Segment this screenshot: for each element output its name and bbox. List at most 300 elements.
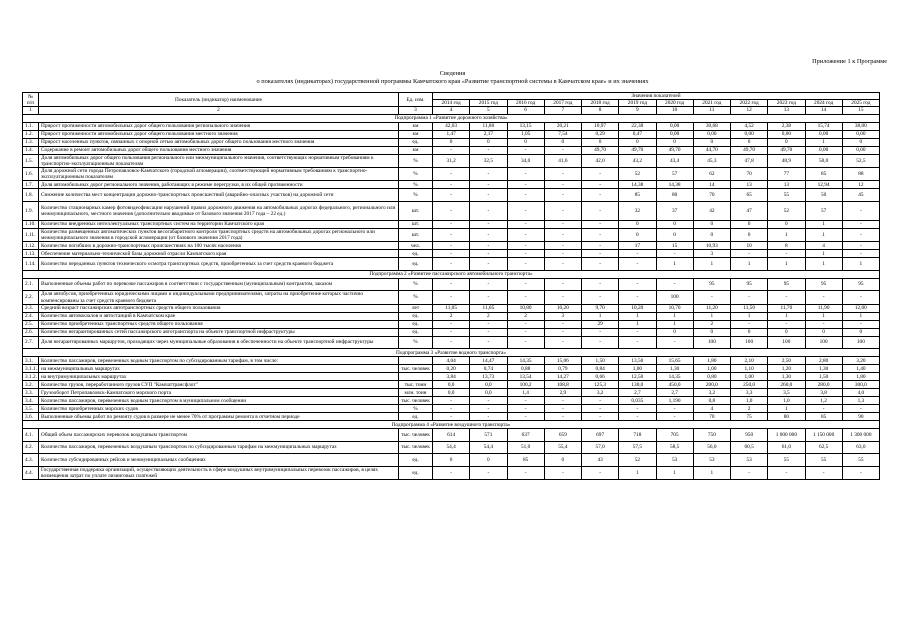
value-cell: 450,0 (656, 381, 693, 389)
value-cell: - (619, 405, 656, 413)
value-cell: 659 (544, 429, 581, 442)
row-number: 1.14. (23, 258, 39, 271)
value-cell: 0 (656, 328, 693, 336)
value-cell: - (507, 189, 544, 202)
document-subtitle: о показателях (индикаторах) государственной программы Камчатского края «Развитие транспортной системы в Камчатском крае» и их значениях (256, 78, 649, 85)
value-cell: 11,80 (470, 122, 507, 130)
value-cell: - (582, 201, 619, 220)
indicator-name: Количество субсидированных рейсов и межмуниципальных сообщениях (39, 454, 399, 467)
value-cell: 0 (619, 220, 656, 228)
value-cell: 0,84 (582, 365, 619, 373)
header-year: 2023 год (768, 100, 805, 107)
value-cell: - (544, 146, 581, 154)
value-cell: 1,00 (731, 373, 768, 381)
indicator-name: Доля дорожной сети города Петропавловск-Камчатского (городской агломерации), соответствующей нормативным требованиям к транспортно-эксплуатационным показателям (39, 168, 399, 181)
value-cell: 697 (582, 429, 619, 442)
value-cell: 12 (842, 181, 879, 189)
value-cell: 3,2 (693, 389, 730, 397)
value-cell: - (470, 320, 507, 328)
value-cell: 13 (731, 181, 768, 189)
value-cell: 3,2 (582, 389, 619, 397)
value-cell: - (842, 320, 879, 328)
indicator-name: Количество внедренных интеллектуальных транспортных систем на территории Камчатского края (39, 220, 399, 228)
value-cell: 13 (768, 181, 805, 189)
value-cell: 1,2 (805, 397, 842, 405)
unit-cell: шт. (399, 201, 433, 220)
value-cell: - (656, 413, 693, 421)
value-cell: - (470, 189, 507, 202)
value-cell: 58,5 (656, 441, 693, 454)
value-cell: 3,5 (768, 389, 805, 397)
value-cell: - (433, 201, 470, 220)
row-number: 4.1. (23, 429, 39, 442)
table-row (23, 381, 880, 389)
value-cell: 0 (693, 220, 730, 228)
document-title: Сведения (439, 70, 466, 77)
value-cell: 0,00 (693, 130, 730, 138)
value-cell: 0 (544, 138, 581, 146)
unit-cell: шт. (399, 228, 433, 241)
value-cell: - (656, 250, 693, 258)
value-cell: - (582, 181, 619, 189)
value-cell: 43,2 (619, 154, 656, 167)
value-cell: - (433, 413, 470, 421)
value-cell: 0 (656, 138, 693, 146)
row-number: 1.8. (23, 189, 39, 202)
value-cell: 75 (731, 413, 768, 421)
value-cell: 0,00 (656, 130, 693, 138)
value-cell: 11,50 (731, 304, 768, 312)
value-cell: 90 (842, 413, 879, 421)
value-cell: 85 (507, 454, 544, 467)
indicator-name: Снижение количества мест концентрации дорожно-транспортных происшествий (аварийно-опасных участков) на дорожной сети (39, 189, 399, 202)
value-cell: 56,0 (693, 441, 730, 454)
indicator-name: на внутримуниципальных маршрутах (39, 373, 399, 381)
indicator-name: Количество приобретенных морских судов (39, 405, 399, 413)
value-cell: 32 (619, 201, 656, 220)
value-cell: 42 (693, 201, 730, 220)
value-cell: 8 (768, 242, 805, 250)
value-cell: 1,20 (768, 365, 805, 373)
table-row (23, 304, 880, 312)
value-cell: 13,73 (470, 373, 507, 381)
table-row (23, 413, 880, 421)
value-cell: 1 (656, 466, 693, 479)
value-cell: 95 (805, 278, 842, 291)
value-cell: 62 (693, 168, 730, 181)
indicator-name: на межмуниципальных маршрутах (39, 365, 399, 373)
column-number: 7 (544, 107, 581, 114)
header-year: 2018 год (582, 100, 619, 107)
indicator-name: Обеспечение материально-технической базы дорожной отрасли Камчатского края (39, 250, 399, 258)
value-cell: 0,00 (656, 122, 693, 130)
value-cell: 11,05 (433, 304, 470, 312)
value-cell: 950 (731, 429, 768, 442)
value-cell: 0 (731, 328, 768, 336)
table-row (23, 312, 880, 320)
value-cell: 637 (507, 429, 544, 442)
value-cell: - (507, 466, 544, 479)
value-cell: 15,74 (805, 122, 842, 130)
value-cell: - (582, 291, 619, 304)
value-cell: 12,50 (619, 373, 656, 381)
value-cell: 14,38 (656, 181, 693, 189)
indicator-name: Содержание в ремонт автомобильных дорог общего пользования местного значения (39, 146, 399, 154)
value-cell: 1,10 (731, 365, 768, 373)
value-cell: 0,00 (842, 146, 879, 154)
value-cell: 1 (768, 228, 805, 241)
value-cell: 42,03 (433, 122, 470, 130)
table-row (23, 454, 880, 467)
value-cell: - (507, 320, 544, 328)
value-cell: 100 (805, 336, 842, 349)
value-cell: - (544, 278, 581, 291)
value-cell: - (507, 397, 544, 405)
row-number: 4.2. (23, 441, 39, 454)
value-cell: 12,94 (805, 181, 842, 189)
value-cell: - (656, 278, 693, 291)
indicator-name: Средний возраст пассажирских автотранспортных средств общего пользования (39, 304, 399, 312)
value-cell: 7,54 (544, 130, 581, 138)
value-cell: - (507, 328, 544, 336)
value-cell: - (582, 228, 619, 241)
value-cell: 0 (470, 454, 507, 467)
value-cell: 0 (842, 328, 879, 336)
value-cell: - (470, 336, 507, 349)
value-cell: 49,70 (731, 146, 768, 154)
value-cell: 2,50 (768, 357, 805, 365)
value-cell: 0,8 (693, 397, 730, 405)
table-row (23, 220, 880, 228)
unit-cell: млн. тонн (399, 389, 433, 397)
value-cell: - (805, 405, 842, 413)
value-cell: 41,6 (544, 154, 581, 167)
value-cell: 3,3 (731, 389, 768, 397)
row-number: 3.1.1. (23, 365, 39, 373)
column-number: 5 (470, 107, 507, 114)
column-number: 2 (39, 107, 399, 114)
value-cell: 0 (433, 454, 470, 467)
indicator-name: Прирост протяженности автомобильных дорог общего пользования регионального значения (39, 122, 399, 130)
value-cell: 48,9 (768, 154, 805, 167)
subprogram-title: Подпрограмма 1 «Развитие дорожного хозяйства» (23, 114, 880, 122)
indicator-name: Доля автомобильных дорог общего пользования регионального или межмуниципального значения, соответствующих нормативным требованиям к транспортно-эксплуатационным показателям (39, 154, 399, 167)
value-cell: 4 (805, 242, 842, 250)
header-year: 2025 год (842, 100, 879, 107)
value-cell: 88 (842, 168, 879, 181)
value-cell: - (544, 320, 581, 328)
indicator-name: Количество пассажиров, перевезенных водным транспортом по субсидированным тарифам, в том числе: (39, 357, 399, 365)
value-cell: - (470, 250, 507, 258)
column-number: 4 (433, 107, 470, 114)
value-cell: 0,035 (619, 397, 656, 405)
value-cell: 750 (693, 429, 730, 442)
unit-cell: ед. (399, 258, 433, 271)
value-cell: 4,52 (731, 122, 768, 130)
value-cell: - (470, 405, 507, 413)
value-cell: 55 (768, 189, 805, 202)
value-cell: 3 (544, 312, 581, 320)
value-cell: 1,47 (433, 130, 470, 138)
value-cell: - (507, 220, 544, 228)
value-cell: - (768, 291, 805, 304)
value-cell: 2 (507, 312, 544, 320)
value-cell: 2,17 (470, 130, 507, 138)
value-cell: 3,20 (842, 357, 879, 365)
row-number: 2.3. (23, 304, 39, 312)
value-cell: - (842, 220, 879, 228)
table-row (23, 146, 880, 154)
unit-cell: ед. (399, 320, 433, 328)
table-body (23, 114, 880, 480)
value-cell: 15,06 (544, 357, 581, 365)
value-cell: 37 (656, 201, 693, 220)
table-row (23, 122, 880, 130)
value-cell: - (582, 413, 619, 421)
unit-cell: ед. (399, 328, 433, 336)
value-cell: 2 (693, 320, 730, 328)
value-cell: - (433, 189, 470, 202)
value-cell: 0 (470, 138, 507, 146)
value-cell: 54,4 (470, 441, 507, 454)
value-cell: 34,0 (507, 154, 544, 167)
value-cell: 70 (693, 413, 730, 421)
header-year: 2019 год (619, 100, 656, 107)
table-row (23, 466, 880, 479)
value-cell: - (470, 220, 507, 228)
value-cell: 250,0 (731, 381, 768, 389)
table-row (23, 328, 880, 336)
row-number: 3.1. (23, 357, 39, 365)
value-cell: 1 150 000 (805, 429, 842, 442)
value-cell: 1 000 000 (768, 429, 805, 442)
unit-cell: тыс. человек (399, 397, 433, 405)
value-cell: - (842, 228, 879, 241)
indicator-name: Количество пассажиров, перевезенных воздушным транспортом по субсидированным тарифам на межмуниципальных маршрутах (39, 441, 399, 454)
value-cell: 1 (656, 258, 693, 271)
value-cell: - (731, 320, 768, 328)
indicators-table (22, 92, 880, 480)
row-number: 3.5. (23, 405, 39, 413)
value-cell: 0 (731, 228, 768, 241)
value-cell: 0,0 (433, 389, 470, 397)
indicator-name: Количество приобретенных транспортных средств общего пользования (39, 320, 399, 328)
value-cell: 55 (805, 454, 842, 467)
value-cell: 1 (693, 258, 730, 271)
value-cell: 29 (582, 320, 619, 328)
value-cell: - (544, 413, 581, 421)
value-cell: - (842, 201, 879, 220)
indicator-name: Прирост населенных пунктов, связанных с опорной сетью автомобильных дорог общего пользования местного значения (39, 138, 399, 146)
value-cell: 1 (656, 320, 693, 328)
value-cell: 13,50 (619, 357, 656, 365)
value-cell: 51,0 (507, 441, 544, 454)
value-cell: - (731, 291, 768, 304)
value-cell: 200,0 (693, 381, 730, 389)
value-cell: - (507, 168, 544, 181)
value-cell: 4,0 (842, 389, 879, 397)
header-name: Показатель (индикатор) наименование (39, 93, 399, 107)
value-cell: 32,5 (470, 154, 507, 167)
value-cell: - (619, 328, 656, 336)
subprogram-row (23, 270, 880, 278)
value-cell: 0,66 (582, 373, 619, 381)
value-cell: - (507, 228, 544, 241)
value-cell: 1 (768, 258, 805, 271)
value-cell: - (619, 278, 656, 291)
value-cell: 1 (805, 138, 842, 146)
value-cell: 1,80 (693, 357, 730, 365)
indicator-name: Доля автобусов, приобретенных юридическими лицами и индивидуальными предпринимателями, затраты на приобретение которых частично компенсированы за счет средств краевого бюджета (39, 291, 399, 304)
value-cell: - (619, 336, 656, 349)
value-cell: 52 (619, 454, 656, 467)
value-cell: - (470, 146, 507, 154)
row-number: 1.5. (23, 154, 39, 167)
value-cell: - (805, 291, 842, 304)
table-row (23, 291, 880, 304)
unit-cell: ед. (399, 413, 433, 421)
value-cell: 130,0 (619, 381, 656, 389)
value-cell: - (619, 258, 656, 271)
value-cell: 60,5 (731, 441, 768, 454)
unit-cell: км (399, 146, 433, 154)
unit-cell: ед. (399, 454, 433, 467)
value-cell: 53 (693, 454, 730, 467)
header-year: 2017 год (544, 100, 581, 107)
value-cell: 2 (470, 312, 507, 320)
row-number: 2.4. (23, 312, 39, 320)
value-cell: 44,70 (693, 146, 730, 154)
table-row (23, 336, 880, 349)
value-cell: 0 (768, 138, 805, 146)
value-cell: - (544, 220, 581, 228)
value-cell: 0 (433, 138, 470, 146)
value-cell: 100 (768, 336, 805, 349)
value-cell: 1,30 (768, 373, 805, 381)
value-cell: - (433, 258, 470, 271)
value-cell: 22,38 (619, 122, 656, 130)
indicator-name: Грузооборот Петропавловск-Камчатского морского порта (39, 389, 399, 397)
value-cell: 43 (582, 454, 619, 467)
value-cell: - (582, 336, 619, 349)
row-number: 4.3. (23, 454, 39, 467)
value-cell: - (805, 466, 842, 479)
table-row (23, 181, 880, 189)
value-cell: 52,5 (842, 154, 879, 167)
value-cell: - (433, 405, 470, 413)
value-cell: 0,80 (693, 373, 730, 381)
column-number: 1 (23, 107, 39, 114)
subprogram-row (23, 421, 880, 429)
value-cell: - (470, 466, 507, 479)
value-cell: - (582, 397, 619, 405)
table-row (23, 154, 880, 167)
value-cell: 10,20 (544, 304, 581, 312)
value-cell: 47,8 (731, 154, 768, 167)
value-cell: 65 (731, 189, 768, 202)
value-cell: - (544, 189, 581, 202)
value-cell: 14,35 (507, 357, 544, 365)
value-cell: 55 (842, 454, 879, 467)
row-number: 1.9. (23, 201, 39, 220)
value-cell: 0 (544, 454, 581, 467)
unit-cell: % (399, 189, 433, 202)
value-cell: - (433, 278, 470, 291)
value-cell: - (507, 242, 544, 250)
value-cell: 0 (693, 228, 730, 241)
value-cell: 1 (805, 312, 842, 320)
value-cell: 2 (731, 405, 768, 413)
value-cell: 15 (656, 242, 693, 250)
value-cell: 47 (731, 201, 768, 220)
unit-cell: % (399, 181, 433, 189)
value-cell: 10,97 (582, 122, 619, 130)
unit-cell: % (399, 336, 433, 349)
value-cell: 0 (582, 138, 619, 146)
column-number: 8 (582, 107, 619, 114)
table-row (23, 189, 880, 202)
value-cell: 57 (656, 168, 693, 181)
value-cell: - (507, 291, 544, 304)
value-cell: - (433, 146, 470, 154)
value-cell: - (656, 336, 693, 349)
column-number: 10 (656, 107, 693, 114)
value-cell: 1 (731, 258, 768, 271)
value-cell: 0,79 (544, 365, 581, 373)
table-row (23, 242, 880, 250)
value-cell: 1 (805, 220, 842, 228)
value-cell: - (582, 258, 619, 271)
value-cell: - (544, 201, 581, 220)
value-cell: 10,20 (619, 304, 656, 312)
value-cell: 1 (656, 312, 693, 320)
column-number: 11 (693, 107, 730, 114)
value-cell: 0 (842, 138, 879, 146)
value-cell: - (544, 228, 581, 241)
value-cell: 70 (731, 168, 768, 181)
row-number: 2.7. (23, 336, 39, 349)
value-cell: 1 (693, 312, 730, 320)
value-cell: 95 (731, 278, 768, 291)
row-number: 3.3. (23, 389, 39, 397)
value-cell: 3 (693, 250, 730, 258)
row-number: 2.1. (23, 278, 39, 291)
value-cell: - (842, 466, 879, 479)
value-cell: 95 (842, 278, 879, 291)
table-row (23, 168, 880, 181)
value-cell: 300,0 (842, 381, 879, 389)
table-row (23, 357, 880, 365)
value-cell: - (433, 466, 470, 479)
value-cell: 100,2 (507, 381, 544, 389)
value-cell: 52 (768, 201, 805, 220)
value-cell: - (507, 336, 544, 349)
row-number: 1.13. (23, 250, 39, 258)
column-number: 3 (399, 107, 433, 114)
value-cell: 50 (805, 189, 842, 202)
indicator-name: Выполненные объемы работ по перевозке пассажиров в соответствии с государственным (муниципальным) контрактом, заказом (39, 278, 399, 291)
column-number: 15 (842, 107, 879, 114)
value-cell: 20,21 (544, 122, 581, 130)
value-cell: 53 (656, 454, 693, 467)
value-cell: 1,05 (507, 130, 544, 138)
column-number: 14 (805, 107, 842, 114)
value-cell: - (842, 242, 879, 250)
value-cell: - (544, 466, 581, 479)
value-cell: 10,70 (656, 304, 693, 312)
value-cell: 0,0 (470, 381, 507, 389)
row-number: 1.1. (23, 122, 39, 130)
